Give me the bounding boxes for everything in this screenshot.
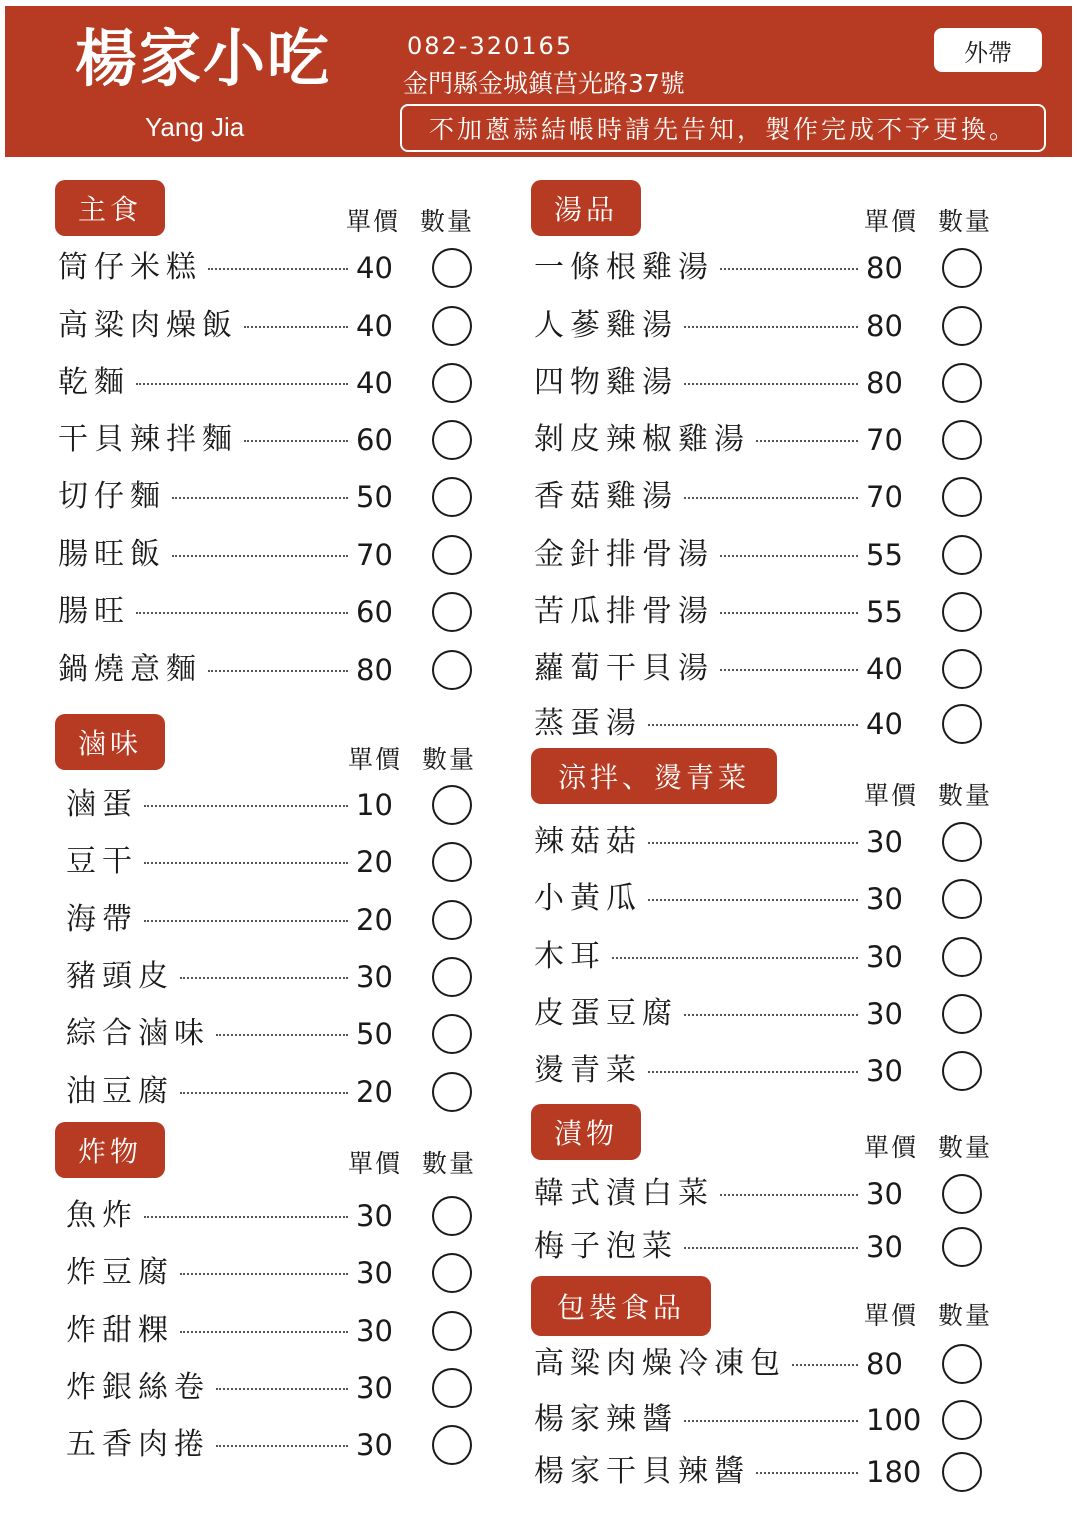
logo-english: Yang Jia (145, 112, 245, 142)
item-name: 豬頭皮 (66, 955, 174, 999)
menu-item (534, 647, 982, 691)
item-name: 腸旺 (58, 590, 130, 634)
unit-price-header: 單價 (864, 1133, 919, 1162)
item-price: 30 (866, 882, 903, 916)
dot-leader (144, 920, 348, 922)
quantity-circle[interactable] (942, 994, 982, 1034)
menu-item (534, 820, 982, 864)
menu-item (534, 361, 982, 405)
dot-leader (720, 1194, 858, 1196)
menu-item (58, 475, 472, 519)
item-name: 香菇雞湯 (534, 475, 678, 519)
quantity-header: 數量 (938, 781, 993, 810)
item-price: 55 (866, 595, 903, 629)
column-headers (864, 1128, 1012, 1164)
item-name: 金針排骨湯 (534, 533, 714, 577)
quantity-circle[interactable] (432, 842, 472, 882)
unit-price-header: 單價 (864, 1301, 919, 1330)
menu-item (58, 361, 472, 405)
quantity-circle[interactable] (432, 535, 472, 575)
item-name: 蘿蔔干貝湯 (534, 647, 714, 691)
menu-item (58, 533, 472, 577)
menu-item (534, 1450, 982, 1494)
item-name: 海帶 (66, 898, 138, 942)
menu-item (534, 418, 982, 462)
dot-leader (648, 842, 858, 844)
item-price: 80 (866, 309, 903, 343)
item-name: 切仔麵 (58, 475, 166, 519)
item-name: 楊家干貝辣醬 (534, 1450, 750, 1494)
item-name: 油豆腐 (66, 1070, 174, 1114)
item-price: 30 (356, 1199, 393, 1233)
dot-leader (648, 724, 858, 726)
quantity-circle[interactable] (942, 363, 982, 403)
notice-box: 不加蔥蒜結帳時請先告知，製作完成不予更換。 (400, 104, 1046, 152)
item-price: 30 (866, 997, 903, 1031)
menu-item (534, 1398, 982, 1442)
dot-leader (792, 1364, 858, 1366)
item-price: 30 (356, 1371, 393, 1405)
item-price: 60 (356, 423, 393, 457)
item-price: 30 (356, 1428, 393, 1462)
menu-item (534, 475, 982, 519)
quantity-header: 數量 (938, 1301, 993, 1330)
item-price: 10 (356, 788, 393, 822)
quantity-circle[interactable] (942, 1344, 982, 1384)
dot-leader (720, 555, 858, 557)
item-price: 30 (866, 1177, 903, 1211)
quantity-circle[interactable] (942, 248, 982, 288)
dot-leader (172, 497, 348, 499)
item-name: 干貝辣拌麵 (58, 418, 238, 462)
item-price: 80 (356, 653, 393, 687)
quantity-circle[interactable] (942, 1051, 982, 1091)
dot-leader (684, 326, 858, 328)
item-name: 人蔘雞湯 (534, 304, 678, 348)
item-price: 40 (356, 251, 393, 285)
item-price: 70 (866, 423, 903, 457)
menu-item (66, 955, 472, 999)
item-name: 炸銀絲卷 (66, 1366, 210, 1410)
quantity-circle[interactable] (432, 363, 472, 403)
quantity-circle[interactable] (432, 1253, 472, 1293)
dot-leader (180, 1092, 348, 1094)
quantity-circle[interactable] (942, 704, 982, 744)
menu-item (66, 783, 472, 827)
dot-leader (684, 1420, 858, 1422)
column-headers (346, 202, 494, 238)
item-price: 30 (866, 1230, 903, 1264)
dot-leader (136, 383, 348, 385)
section-title: 炸物 (55, 1122, 165, 1178)
item-name: 五香肉捲 (66, 1423, 210, 1467)
item-price: 55 (866, 538, 903, 572)
item-price: 70 (866, 480, 903, 514)
item-price: 30 (866, 1054, 903, 1088)
quantity-circle[interactable] (942, 1227, 982, 1267)
unit-price-header: 單價 (348, 1149, 403, 1178)
dot-leader (612, 957, 858, 959)
section-title: 主食 (55, 180, 165, 236)
quantity-header: 數量 (938, 1133, 993, 1162)
dot-leader (180, 977, 348, 979)
quantity-circle[interactable] (432, 900, 472, 940)
dot-leader (144, 862, 348, 864)
menu-item (58, 648, 472, 692)
item-price: 100 (866, 1403, 922, 1437)
item-name: 苦瓜排骨湯 (534, 590, 714, 634)
quantity-circle[interactable] (432, 420, 472, 460)
menu-item (58, 418, 472, 462)
item-price: 20 (356, 903, 393, 937)
header-banner (5, 6, 1072, 157)
dot-leader (216, 1445, 348, 1447)
quantity-circle[interactable] (432, 1014, 472, 1054)
item-name: 燙青菜 (534, 1049, 642, 1093)
menu-item (58, 590, 472, 634)
quantity-circle[interactable] (432, 248, 472, 288)
quantity-circle[interactable] (432, 1368, 472, 1408)
menu-item (66, 1070, 472, 1114)
quantity-circle[interactable] (942, 1452, 982, 1492)
item-price: 70 (356, 538, 393, 572)
quantity-circle[interactable] (432, 957, 472, 997)
section-title: 湯品 (531, 180, 641, 236)
item-name: 炸豆腐 (66, 1251, 174, 1295)
quantity-header: 數量 (938, 207, 993, 236)
item-name: 韓式漬白菜 (534, 1172, 714, 1216)
unit-price-header: 單價 (346, 207, 401, 236)
quantity-circle[interactable] (432, 306, 472, 346)
quantity-circle[interactable] (432, 1425, 472, 1465)
item-price: 80 (866, 251, 903, 285)
phone-number: 082-320165 (407, 32, 574, 60)
quantity-circle[interactable] (942, 1174, 982, 1214)
dot-leader (244, 326, 348, 328)
quantity-header: 數量 (422, 745, 477, 774)
item-name: 炸甜粿 (66, 1309, 174, 1353)
menu-item (534, 246, 982, 290)
item-name: 梅子泡菜 (534, 1225, 678, 1269)
dot-leader (180, 1273, 348, 1275)
dot-leader (648, 899, 858, 901)
item-price: 80 (866, 366, 903, 400)
item-name: 一條根雞湯 (534, 246, 714, 290)
dot-leader (684, 1014, 858, 1016)
quantity-circle[interactable] (942, 592, 982, 632)
item-name: 魚炸 (66, 1194, 138, 1238)
menu-item (534, 1049, 982, 1093)
section-title: 涼拌、燙青菜 (531, 748, 777, 804)
item-price: 40 (356, 309, 393, 343)
item-name: 滷蛋 (66, 783, 138, 827)
menu-item (66, 1423, 472, 1467)
dot-leader (720, 669, 858, 671)
item-price: 30 (356, 1314, 393, 1348)
item-name: 辣菇菇 (534, 820, 642, 864)
item-name: 筒仔米糕 (58, 246, 202, 290)
item-name: 豆干 (66, 840, 138, 884)
item-price: 30 (866, 940, 903, 974)
takeout-badge: 外帶 (934, 28, 1042, 72)
menu-item (534, 935, 982, 979)
column-headers (348, 740, 496, 776)
quantity-circle[interactable] (942, 535, 982, 575)
item-price: 40 (356, 366, 393, 400)
section-title: 滷味 (55, 714, 165, 770)
dot-leader (216, 1034, 348, 1036)
item-name: 小黃瓜 (534, 877, 642, 921)
unit-price-header: 單價 (864, 781, 919, 810)
item-name: 乾麵 (58, 361, 130, 405)
menu-item (534, 877, 982, 921)
item-name: 高粱肉燥冷凍包 (534, 1342, 786, 1386)
menu-item (534, 533, 982, 577)
menu-item (58, 304, 472, 348)
item-name: 楊家辣醬 (534, 1398, 678, 1442)
item-price: 60 (356, 595, 393, 629)
item-price: 20 (356, 1075, 393, 1109)
item-price: 50 (356, 1017, 393, 1051)
menu-item (534, 702, 982, 746)
quantity-circle[interactable] (942, 420, 982, 460)
menu-item (534, 992, 982, 1036)
item-price: 30 (866, 825, 903, 859)
dot-leader (136, 612, 348, 614)
dot-leader (720, 268, 858, 270)
address: 金門縣金城鎮莒光路37號 (403, 69, 685, 98)
quantity-circle[interactable] (942, 937, 982, 977)
menu-item (534, 1225, 982, 1269)
quantity-circle[interactable] (942, 306, 982, 346)
dot-leader (180, 1331, 348, 1333)
menu-item (534, 1172, 982, 1216)
quantity-circle[interactable] (942, 1400, 982, 1440)
item-price: 50 (356, 480, 393, 514)
column-headers (864, 1296, 1012, 1332)
column-headers (864, 776, 1012, 812)
menu-item (534, 1342, 982, 1386)
column-headers (348, 1144, 496, 1180)
item-name: 高粱肉燥飯 (58, 304, 238, 348)
menu-item (66, 898, 472, 942)
quantity-circle[interactable] (942, 649, 982, 689)
item-price: 180 (866, 1455, 922, 1489)
quantity-header: 數量 (420, 207, 475, 236)
quantity-circle[interactable] (942, 822, 982, 862)
dot-leader (144, 805, 348, 807)
item-price: 30 (356, 1256, 393, 1290)
item-name: 綜合滷味 (66, 1012, 210, 1056)
quantity-circle[interactable] (432, 1072, 472, 1112)
dot-leader (684, 1247, 858, 1249)
quantity-circle[interactable] (432, 1196, 472, 1236)
quantity-circle[interactable] (432, 1311, 472, 1351)
dot-leader (648, 1071, 858, 1073)
item-name: 腸旺飯 (58, 533, 166, 577)
logo: 楊家小吃 (75, 22, 332, 95)
quantity-circle[interactable] (942, 477, 982, 517)
dot-leader (144, 1216, 348, 1218)
menu-item (66, 840, 472, 884)
quantity-circle[interactable] (942, 879, 982, 919)
quantity-header: 數量 (422, 1149, 477, 1178)
menu-item (66, 1194, 472, 1238)
menu-item (534, 590, 982, 634)
menu-item (58, 246, 472, 290)
menu-item (66, 1309, 472, 1353)
column-headers (864, 202, 1012, 238)
quantity-circle[interactable] (432, 592, 472, 632)
unit-price-header: 單價 (348, 745, 403, 774)
item-price: 80 (866, 1347, 903, 1381)
section-title: 漬物 (531, 1104, 641, 1160)
item-name: 蒸蛋湯 (534, 702, 642, 746)
item-name: 四物雞湯 (534, 361, 678, 405)
dot-leader (208, 670, 348, 672)
item-name: 木耳 (534, 935, 606, 979)
menu-item (66, 1251, 472, 1295)
item-name: 皮蛋豆腐 (534, 992, 678, 1036)
section-title: 包裝食品 (531, 1276, 711, 1336)
quantity-circle[interactable] (432, 650, 472, 690)
unit-price-header: 單價 (864, 207, 919, 236)
menu-item (66, 1012, 472, 1056)
menu-item (66, 1366, 472, 1410)
dot-leader (756, 1472, 858, 1474)
item-name: 鍋燒意麵 (58, 648, 202, 692)
dot-leader (720, 612, 858, 614)
dot-leader (216, 1388, 348, 1390)
item-price: 20 (356, 845, 393, 879)
quantity-circle[interactable] (432, 477, 472, 517)
item-price: 40 (866, 707, 903, 741)
item-name: 剝皮辣椒雞湯 (534, 418, 750, 462)
item-price: 30 (356, 960, 393, 994)
dot-leader (684, 497, 858, 499)
dot-leader (208, 268, 348, 270)
menu-item (534, 304, 982, 348)
item-price: 40 (866, 652, 903, 686)
dot-leader (172, 555, 348, 557)
quantity-circle[interactable] (432, 785, 472, 825)
dot-leader (684, 383, 858, 385)
dot-leader (244, 440, 348, 442)
dot-leader (756, 440, 858, 442)
